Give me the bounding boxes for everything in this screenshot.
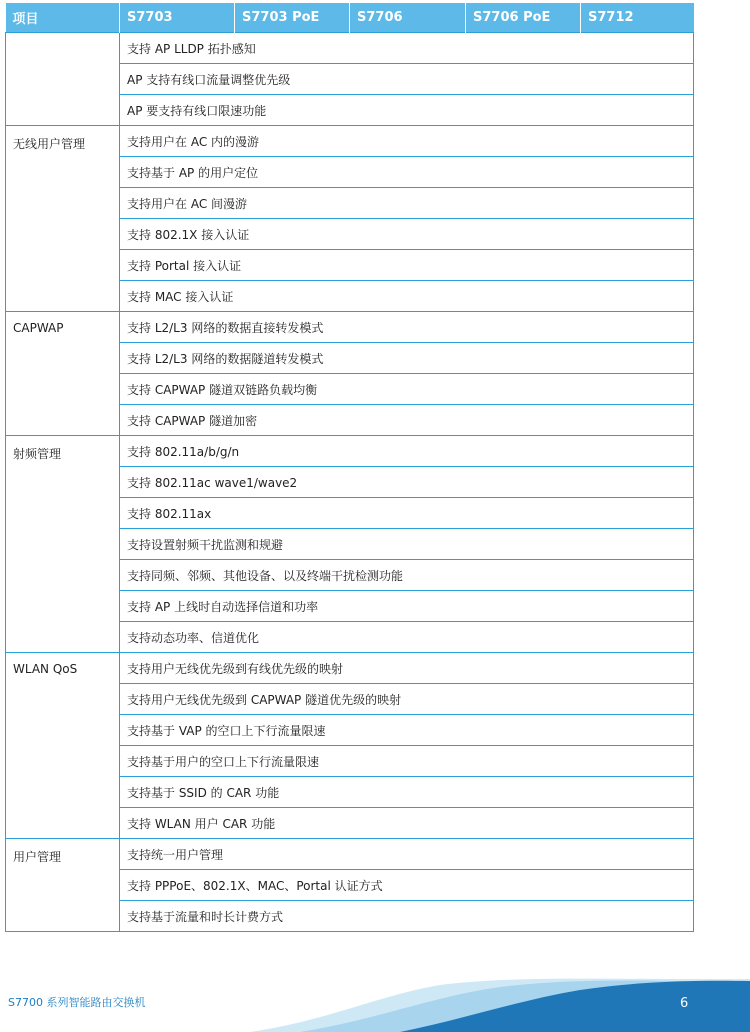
feature-table [5,3,694,932]
feature-cell: AP 支持有线口流量调整优先级 [120,64,694,95]
header-model: S7703 PoE [235,3,350,33]
feature-cell: 支持基于 VAP 的空口上下行流量限速 [120,715,694,746]
feature-cell: 支持 CAPWAP 隧道双链路负载均衡 [120,374,694,405]
category-cell: CAPWAP [6,312,120,436]
feature-cell: 支持 L2/L3 网络的数据直接转发模式 [120,312,694,343]
feature-cell: AP 要支持有线口限速功能 [120,95,694,126]
header-model: S7703 [120,3,235,33]
category-cell: 无线用户管理 [6,126,120,312]
feature-cell: 支持 PPPoE、802.1X、MAC、Portal 认证方式 [120,870,694,901]
feature-cell: 支持 AP LLDP 拓扑感知 [120,33,694,64]
table-row [6,126,694,157]
feature-cell: 支持 L2/L3 网络的数据隧道转发模式 [120,343,694,374]
header-model: S7706 PoE [466,3,581,33]
feature-cell: 支持动态功率、信道优化 [120,622,694,653]
feature-cell: 支持基于流量和时长计费方式 [120,901,694,932]
table-body [6,33,694,932]
table-header-row [6,3,694,33]
feature-cell: 支持 CAPWAP 隧道加密 [120,405,694,436]
feature-cell: 支持统一用户管理 [120,839,694,870]
feature-cell: 支持基于 SSID 的 CAR 功能 [120,777,694,808]
feature-cell: 支持 802.11ax [120,498,694,529]
category-cell: WLAN QoS [6,653,120,839]
feature-cell: 支持用户在 AC 间漫游 [120,188,694,219]
feature-cell: 支持用户无线优先级到 CAPWAP 隧道优先级的映射 [120,684,694,715]
table-row [6,839,694,870]
header-model: S7706 [350,3,466,33]
feature-cell: 支持 Portal 接入认证 [120,250,694,281]
feature-cell: 支持用户无线优先级到有线优先级的映射 [120,653,694,684]
feature-cell: 支持 802.11a/b/g/n [120,436,694,467]
feature-cell: 支持 802.1X 接入认证 [120,219,694,250]
feature-cell: 支持用户在 AC 内的漫游 [120,126,694,157]
category-cell [6,33,120,126]
feature-cell: 支持设置射频干扰监测和规避 [120,529,694,560]
category-cell: 用户管理 [6,839,120,932]
table-row [6,653,694,684]
feature-cell: 支持基于用户的空口上下行流量限速 [120,746,694,777]
header-model: S7712 [581,3,694,33]
feature-cell: 支持 AP 上线时自动选择信道和功率 [120,591,694,622]
table-row [6,33,694,64]
table-row [6,436,694,467]
page-number: 6 [680,996,689,1011]
table-row [6,312,694,343]
category-cell: 射频管理 [6,436,120,653]
feature-cell: 支持 MAC 接入认证 [120,281,694,312]
footer-title: S7700 系列智能路由交换机 [8,996,146,1009]
header-item: 项目 [6,3,120,33]
feature-cell: 支持基于 AP 的用户定位 [120,157,694,188]
feature-cell: 支持 802.11ac wave1/wave2 [120,467,694,498]
feature-cell: 支持 WLAN 用户 CAR 功能 [120,808,694,839]
feature-cell: 支持同频、邻频、其他设备、以及终端干扰检测功能 [120,560,694,591]
